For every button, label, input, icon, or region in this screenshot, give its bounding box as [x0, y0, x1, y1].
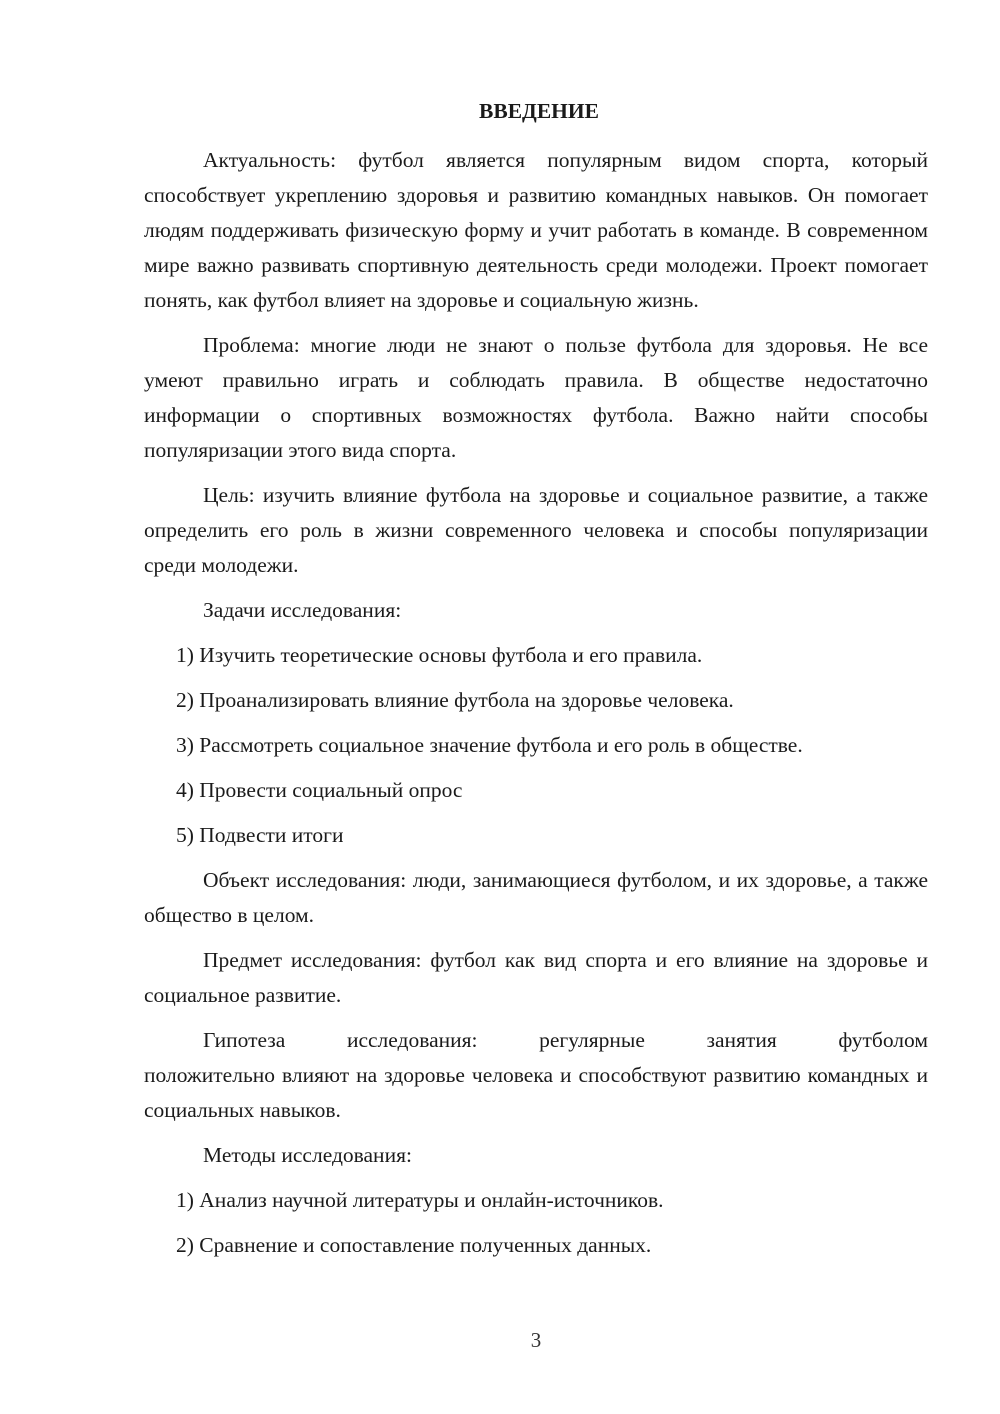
list-item: 1) Анализ научной литературы и онлайн-источников.: [176, 1188, 664, 1212]
relevance-paragraph: Актуальность: футбол является популярным видом спорта, который способствует укреплению здоровья и развитию командных навыков. Он помогает людям поддерживать физическую форму и учит работать в команде. В современном мире важно развивать спортивную деятельность среди молодежи. Проект помогает понять, как футбол влияет на здоровье и социальную жизнь.: [144, 148, 928, 312]
problem-paragraph: Проблема: многие люди не знают о пользе футбола для здоровья. Не все умеют правильно играть и соблюдать правила. В обществе недостаточно информации о спортивных возможностях футбола. Важно найти способы популяризации этого вида спорта.: [144, 333, 928, 462]
hypothesis-word: Гипотеза: [203, 1028, 286, 1052]
list-item: 5) Подвести итоги: [176, 823, 344, 847]
tasks-label: Задачи исследования:: [203, 598, 402, 622]
hypothesis-word: футболом: [838, 1028, 928, 1052]
hypothesis-first-line: [144, 1023, 928, 1058]
object-paragraph: Объект исследования: люди, занимающиеся футболом, и их здоровье, а также общество в целом.: [144, 868, 928, 927]
methods-list: [144, 1183, 928, 1263]
list-item: 4) Провести социальный опрос: [176, 778, 463, 802]
goal-paragraph: Цель: изучить влияние футбола на здоровье и социальное развитие, а также определить его роль в жизни современного человека и способы популяризации среди молодежи.: [144, 483, 928, 577]
list-item: 3) Рассмотреть социальное значение футбола и его роль в обществе.: [176, 733, 803, 757]
list-item: 1) Изучить теоретические основы футбола и его правила.: [176, 643, 703, 667]
page-title: ВВЕДЕНИЕ: [479, 99, 599, 123]
list-item: 2) Проанализировать влияние футбола на здоровье человека.: [176, 688, 734, 712]
methods-label: Методы исследования:: [203, 1143, 412, 1167]
hypothesis-word: регулярные: [539, 1028, 645, 1052]
document-page: [144, 94, 928, 1273]
hypothesis-paragraph: [144, 1023, 928, 1128]
hypothesis-rest: положительно влияют на здоровье человека и способствуют развитию командных и социальных навыков.: [144, 1063, 928, 1122]
subject-paragraph: Предмет исследования: футбол как вид спорта и его влияние на здоровье и социальное развитие.: [144, 948, 928, 1007]
page-number: 3: [530, 1328, 542, 1352]
hypothesis-word: исследования:: [346, 1028, 478, 1052]
list-item: 2) Сравнение и сопоставление полученных данных.: [176, 1233, 652, 1257]
hypothesis-word: занятия: [706, 1028, 777, 1052]
tasks-list: [144, 638, 928, 853]
